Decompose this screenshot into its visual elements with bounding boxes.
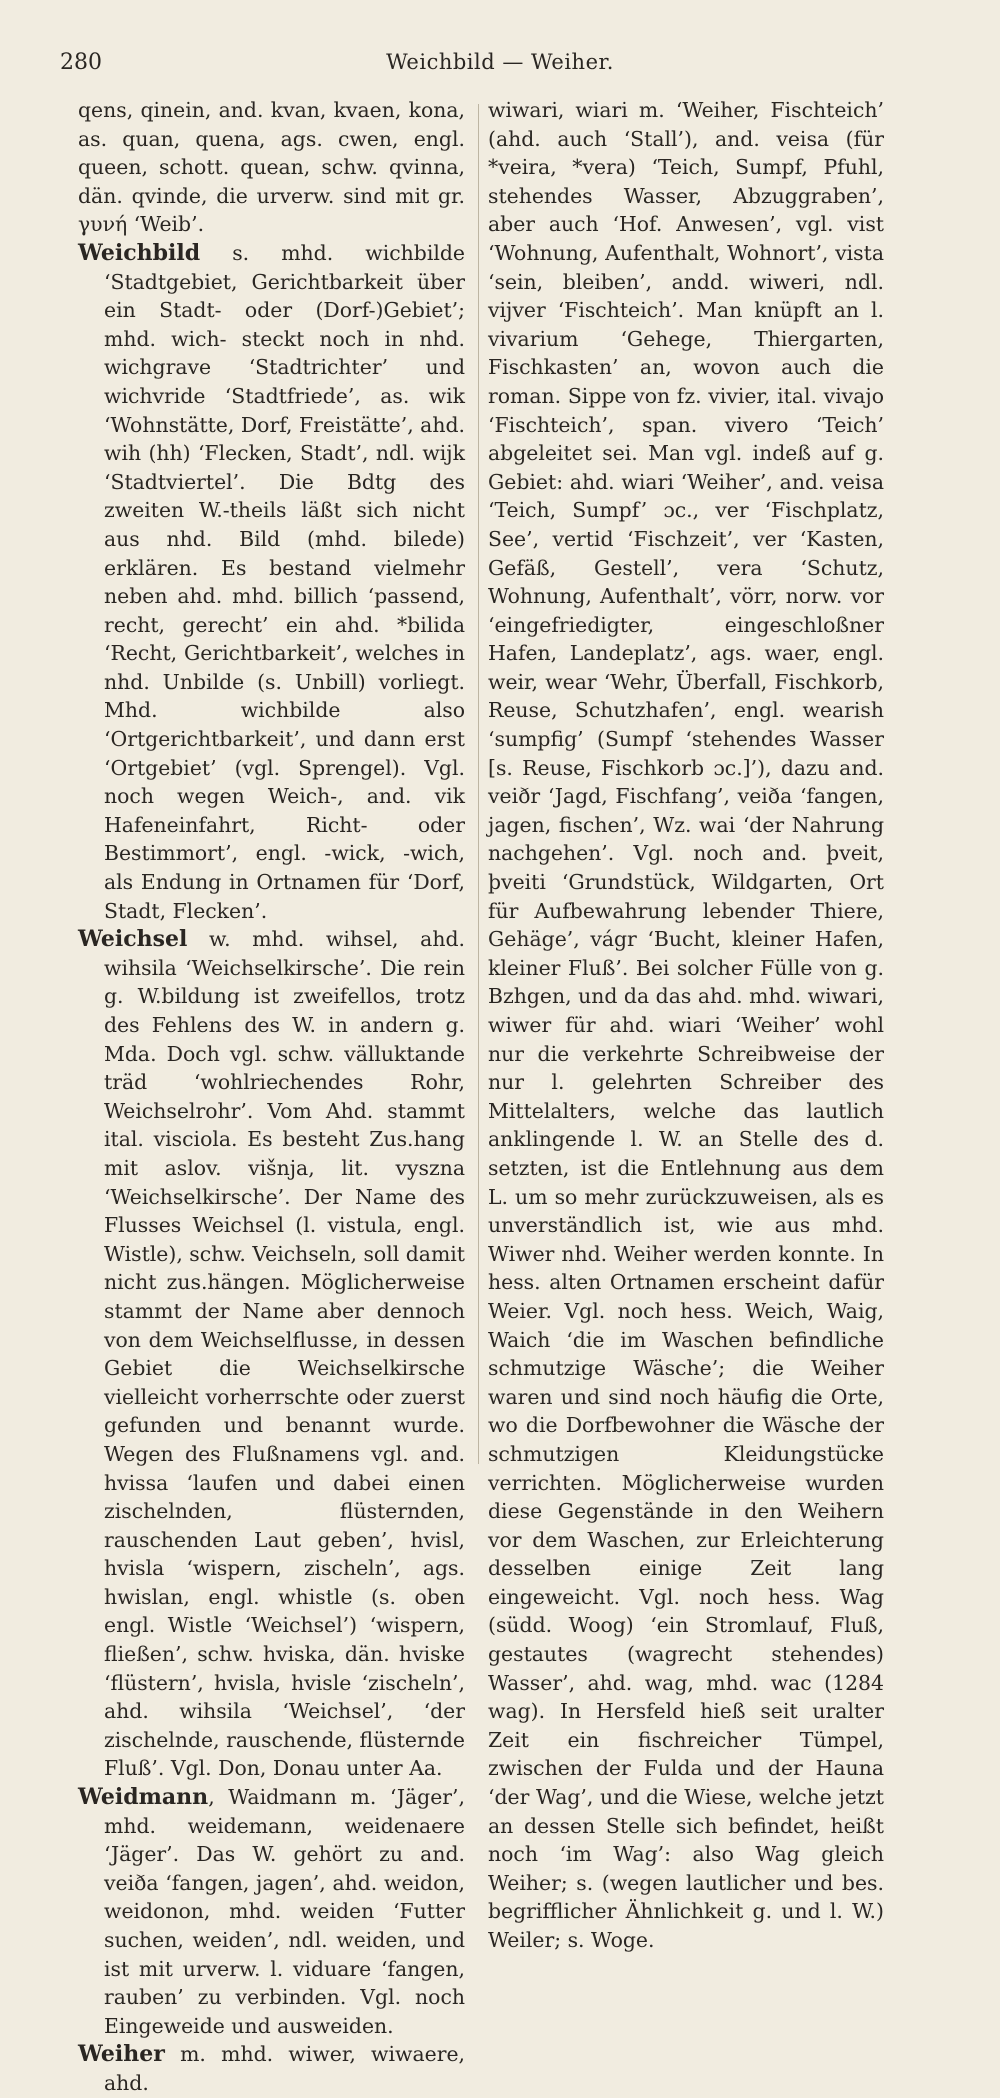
page-number: 280 [60,50,102,75]
entry [488,96,884,1955]
entry-text: m. mhd. wiwer, wiwaere, ahd. [104,2042,465,2095]
entry-text: qens, qinein, and. kvan, kvaen, kona, as. quan, quena, ags. cwen, engl. queen, schott. quean, schw. qvinna, dän. qvinde, die urverw. sind mit gr. γυνή ‘Weib’. [78,98,465,237]
entry-text: w. mhd. wihsel, ahd. wihsila ‘Weichselkirsche’. Die rein g. W.bildung ist zweifellos, trotz des Fehlens des W. in andern g. Mda. Doch vgl. schw. välluktande träd ‘wohlriechendes Rohr, Weichselrohr’. Vom Ahd. stammt ital. visciola. Es besteht Zus.hang mit aslov. višnja, lit. vyszna ‘Weichselkirsche’. Der Name des Flusses Weichsel (l. vistula, engl. Wistle), schw. Veichseln, soll damit nicht zus.hängen. Möglicherweise stammt der Name aber dennoch von dem Weichselflusse, in dessen Gebiet die Weichselkirsche vielleicht vorherrschte oder zuerst gefunden und benannt wurde. Wegen des Flußnamens vgl. and. hvissa ‘laufen und dabei einen zischelnden, flüsternden, rauschenden Laut geben’, hvisl, hvisla ‘wispern, zischeln’, ags. hwislan, engl. whistle (s. oben engl. Wistle ‘Weichsel’) ‘wispern, fließen’, schw. hviska, dän. hviske ‘flüstern’, hvisla, hvisle ‘zischeln’, ahd. wihsila ‘Weichsel’, ‘der zischelnde, rauschende, flüsternde Fluß’. Vgl. Don, Donau unter Aa. [104,927,465,1781]
entry-text: , Waidmann m. ‘Jäger’, mhd. weidemann, weidenaere ‘Jäger’. Das W. gehört zu and. veiða ‘fangen, jagen’, ahd. weidon, weidonon, mhd. weiden ‘Futter suchen, weiden’, ndl. weiden, und ist mit urverw. l. viduare ‘fangen, rauben’ zu verbinden. Vgl. noch Eingeweide und ausweiden. [104,1785,465,2038]
column-divider [478,104,479,1464]
entry [78,2040,465,2097]
running-title: Weichbild — Weiher. [386,50,614,74]
entry [78,1783,465,2040]
entry [78,239,465,925]
right-column [488,96,884,1955]
entry [78,925,465,1783]
entry-headword: Weiher [78,2041,165,2068]
page-header [60,50,940,90]
entry-text: wiwari, wiari m. ‘Weiher, Fischteich’ (ahd. auch ‘Stall’), and. veisa (für *veira, *vera) ‘Teich, Sumpf, Pfuhl, stehendes Wasser, Abzuggraben’, aber auch ‘Hof. Anwesen’, vgl. vist ‘Wohnung, Aufenthalt, Wohnort’, vista ‘sein, bleiben’, andd. wiweri, ndl. vijver ‘Fischteich’. Man knüpft an l. vivarium ‘Gehege, Thiergarten, Fischkasten’ an, wovon auch die roman. Sippe von fz. vivier, ital. vivajo ‘Fischteich’, span. vivero ‘Teich’ abgeleitet sei. Man vgl. indeß auf g. Gebiet: ahd. wiari ‘Weiher’, and. veisa ‘Teich, Sumpf’ ɔc., ver ‘Fischplatz, See’, vertid ‘Fischzeit’, ver ‘Kasten, Gefäß, Gestell’, vera ‘Schutz, Wohnung, Aufenthalt’, vörr, norw. vor ‘eingefriedigter, eingeschloßner Hafen, Landeplatz’, ags. waer, engl. weir, wear ‘Wehr, Überfall, Fischkorb, Reuse, Schutzhafen’, engl. wearish ‘sumpfig’ (Sumpf ‘stehendes Wasser [s. Reuse, Fischkorb ɔc.]’), dazu and. veiðr ‘Jagd, Fischfang’, veiða ‘fangen, jagen, fischen’, Wz. wai ‘der Nahrung nachgehen’. Vgl. noch and. þveit, þveiti ‘Grundstück, Wildgarten, Ort für Aufbewahrung lebender Thiere, Gehäge’, vágr ‘Bucht, kleiner Hafen, kleiner Fluß’. Bei solcher Fülle von g. Bzhgen, und da das ahd. mhd. wiwari, wiwer für ahd. wiari ‘Weiher’ wohl nur die verkehrte Schreibweise der nur l. gelehrten Schreiber des Mittelalters, welche das lautlich anklingende l. W. an Stelle des d. setzten, ist die Entlehnung aus dem L. um so mehr zurückzuweisen, als es unverständlich ist, wie aus mhd. Wiwer nhd. Weiher werden konnte. In hess. alten Ortnamen erscheint dafür Weier. Vgl. noch hess. Weich, Waig, Waich ‘die im Waschen befindliche schmutzige Wäsche’; die Weiher waren und sind noch häufig die Orte, wo die Dorfbewohner die Wäsche der schmutzigen Kleidungstücke verrichten. Möglicherweise wurden diese Gegenstände in den Weihern vor dem Waschen, zur Erleichterung desselben einige Zeit lang eingeweicht. Vgl. noch hess. Wag (südd. Woog) ‘ein Stromlauf, Fluß, gestautes (wagrecht stehendes) Wasser’, ahd. wag, mhd. wac (1284 wag). In Hersfeld hieß seit uralter Zeit ein fischreicher Tümpel, zwischen der Fulda und der Hauna ‘der Wag’, und die Wiese, welche jetzt an dessen Stelle sich befindet, heißt noch ‘im Wag’: also Wag gleich Weiher; s. (wegen lautlicher und bes. begrifflicher Ähnlichkeit g. und l. W.) Weiler; s. Woge. [488,98,884,1952]
entry-text: s. mhd. wichbilde ‘Stadtgebiet, Gerichtbarkeit über ein Stadt- oder (Dorf-)Gebiet’; mhd. wich- steckt noch in nhd. wichgrave ‘Stadtrichter’ und wichvride ‘Stadtfriede’, as. wik ‘Wohnstätte, Dorf, Freistätte’, ahd. wih (hh) ‘Flecken, Stadt’, ndl. wijk ‘Stadtviertel’. Die Bdtg des zweiten W.-theils läßt sich nicht aus nhd. Bild (mhd. bilede) erklären. Es bestand vielmehr neben ahd. mhd. billich ‘passend, recht, gerecht’ ein ahd. *bilida ‘Recht, Gerichtbarkeit’, welches in nhd. Unbilde (s. Unbill) vorliegt. Mhd. wichbilde also ‘Ortgerichtbarkeit’, und dann erst ‘Ortgebiet’ (vgl. Sprengel). Vgl. noch wegen Weich-, and. vik Hafeneinfahrt, Richt- oder Bestimmort’, engl. -wick, -wich, als Endung in Ortnamen für ‘Dorf, Stadt, Flecken’. [104,240,466,923]
left-column [78,96,465,2098]
entry-headword: Weidmann [78,1784,209,1811]
entry-headword: Weichbild [78,239,201,266]
entry [78,96,465,239]
entry-headword: Weichsel [78,926,188,953]
